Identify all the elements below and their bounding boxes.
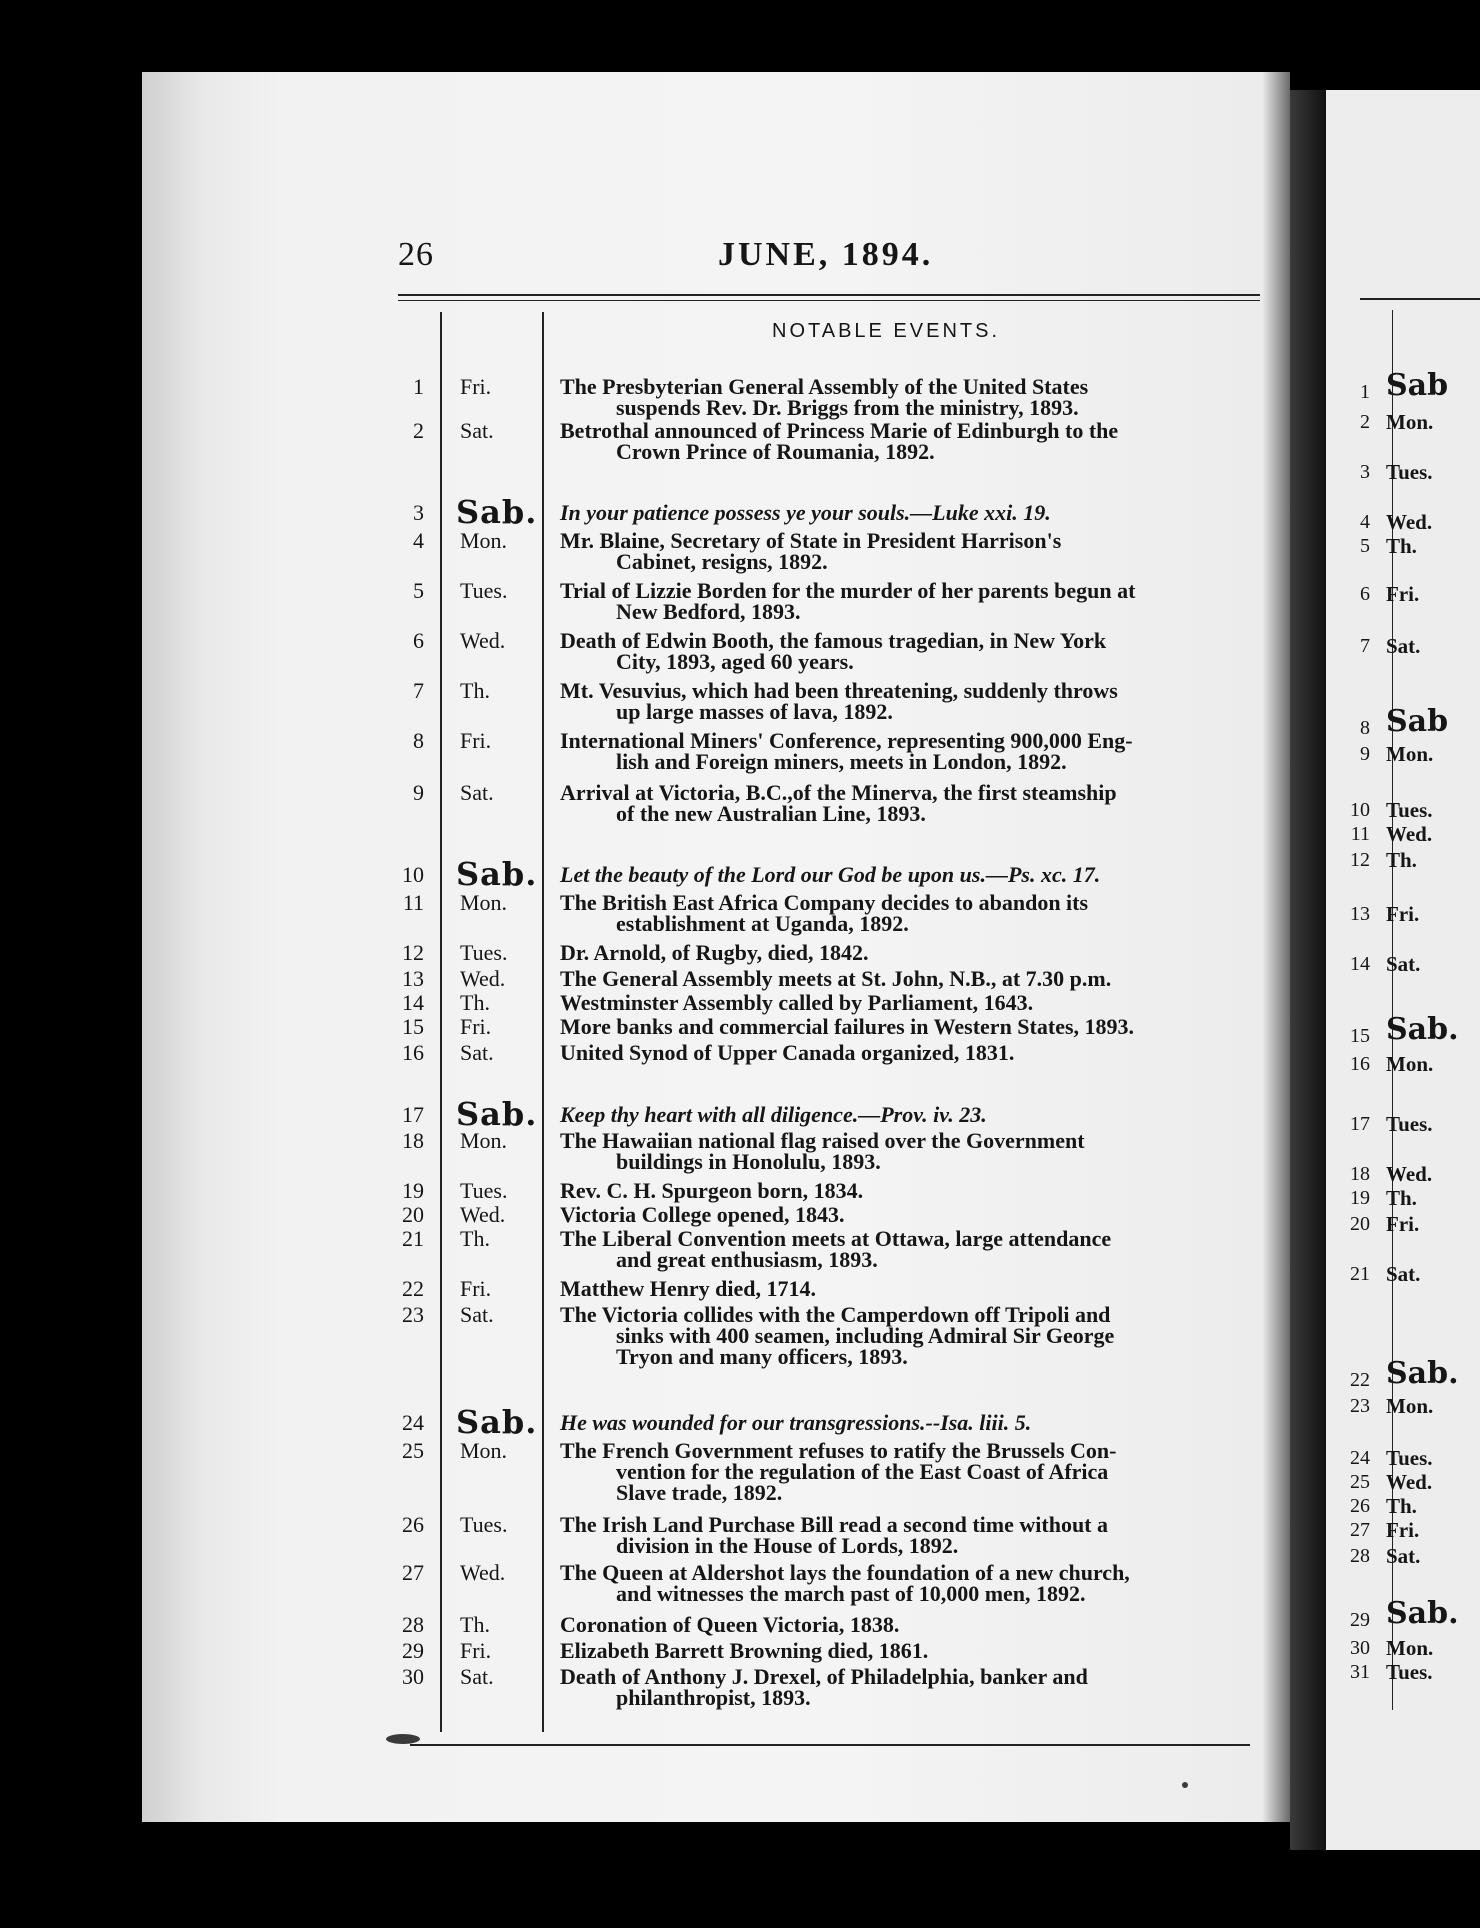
facing-weekday-label: Th. bbox=[1386, 1494, 1417, 1518]
scripture-text bbox=[560, 502, 1260, 523]
weekday-label: Sab. bbox=[456, 493, 538, 531]
event-description bbox=[560, 782, 1260, 824]
event-description bbox=[560, 1640, 1260, 1661]
event-line: division in the House of Lords, 1892. bbox=[616, 1533, 959, 1558]
event-description bbox=[560, 1204, 1260, 1225]
day-number: 10 bbox=[402, 862, 424, 887]
day-number: 7 bbox=[413, 678, 424, 703]
scripture-text bbox=[560, 864, 1260, 885]
facing-day-number: 27 bbox=[1350, 1519, 1370, 1541]
event-line: Keep thy heart with all diligence.—Prov. iv. 23. bbox=[560, 1102, 987, 1127]
event-line: vention for the regulation of the East Coast of Africa bbox=[616, 1459, 1109, 1484]
day-number: 27 bbox=[402, 1560, 424, 1585]
section-title: NOTABLE EVENTS. bbox=[772, 320, 1001, 342]
weekday-label: Fri. bbox=[460, 1014, 492, 1039]
event-line: buildings in Honolulu, 1893. bbox=[616, 1149, 881, 1174]
event-line: Mr. Blaine, Secretary of State in President Harrison's bbox=[560, 528, 1062, 553]
page-header bbox=[398, 236, 1218, 284]
day-number: 15 bbox=[402, 1014, 424, 1039]
day-number: 20 bbox=[402, 1202, 424, 1227]
weekday-label: Th. bbox=[460, 1612, 490, 1637]
day-number: 23 bbox=[402, 1302, 424, 1327]
facing-day-number: 22 bbox=[1350, 1369, 1370, 1391]
day-number: 26 bbox=[402, 1512, 424, 1537]
event-line: United Synod of Upper Canada organized, 1831. bbox=[560, 1040, 1015, 1065]
day-number: 1 bbox=[413, 374, 424, 399]
facing-weekday-label: Fri. bbox=[1386, 1212, 1420, 1236]
event-line: philanthropist, 1893. bbox=[616, 1685, 811, 1710]
facing-weekday-label: Th. bbox=[1386, 534, 1417, 558]
event-description bbox=[560, 1666, 1260, 1708]
event-description bbox=[560, 1440, 1260, 1503]
facing-day-number: 8 bbox=[1360, 717, 1370, 739]
event-description bbox=[560, 968, 1260, 989]
facing-day-number: 29 bbox=[1350, 1609, 1370, 1631]
weekday-label: Mon. bbox=[460, 528, 508, 553]
event-line: establishment at Uganda, 1892. bbox=[616, 911, 909, 936]
day-number: 29 bbox=[402, 1638, 424, 1663]
event-description bbox=[560, 580, 1260, 622]
event-line: The Irish Land Purchase Bill read a second time without a bbox=[560, 1512, 1109, 1537]
facing-day-number: 3 bbox=[1360, 461, 1370, 483]
event-line: The Presbyterian General Assembly of the United States bbox=[560, 374, 1089, 399]
facing-weekday-label: Sab. bbox=[1386, 1012, 1459, 1047]
facing-day-number: 10 bbox=[1350, 799, 1370, 821]
weekday-label: Fri. bbox=[460, 1638, 492, 1663]
facing-weekday-label: Sat. bbox=[1386, 634, 1421, 658]
event-line: He was wounded for our transgressions.--Isa. liii. 5. bbox=[560, 1410, 1032, 1435]
facing-weekday-label: Sat. bbox=[1386, 952, 1421, 976]
event-description bbox=[560, 942, 1260, 963]
event-line: More banks and commercial failures in Western States, 1893. bbox=[560, 1014, 1135, 1039]
weekday-label: Fri. bbox=[460, 728, 492, 753]
event-line: Let the beauty of the Lord our God be upon us.—Ps. xc. 17. bbox=[560, 862, 1101, 887]
event-line: City, 1893, aged 60 years. bbox=[616, 649, 854, 674]
facing-day-number: 31 bbox=[1350, 1661, 1370, 1683]
weekday-label: Sat. bbox=[460, 1040, 494, 1065]
facing-day-number: 5 bbox=[1360, 535, 1370, 557]
weekday-column-divider bbox=[542, 312, 544, 1732]
event-description bbox=[560, 680, 1260, 722]
facing-weekday-label: Mon. bbox=[1386, 1052, 1434, 1076]
facing-day-number: 19 bbox=[1350, 1187, 1370, 1209]
event-description bbox=[560, 892, 1260, 934]
facing-day-number: 20 bbox=[1350, 1213, 1370, 1235]
weekday-label: Wed. bbox=[460, 1202, 506, 1227]
event-description bbox=[560, 1514, 1260, 1556]
day-number: 14 bbox=[402, 990, 424, 1015]
event-description bbox=[560, 992, 1260, 1013]
weekday-label: Tues. bbox=[460, 1512, 508, 1537]
event-line: Westminster Assembly called by Parliament, 1643. bbox=[560, 990, 1034, 1015]
facing-day-number: 13 bbox=[1350, 903, 1370, 925]
day-number: 11 bbox=[402, 890, 424, 915]
weekday-label: Sab. bbox=[456, 1403, 538, 1441]
weekday-label: Sat. bbox=[460, 1664, 494, 1689]
event-line: Cabinet, resigns, 1892. bbox=[616, 549, 828, 574]
event-description bbox=[560, 1228, 1260, 1270]
day-number: 9 bbox=[413, 780, 424, 805]
header-rule-bottom bbox=[398, 300, 1260, 301]
day-number: 19 bbox=[402, 1178, 424, 1203]
event-line: Slave trade, 1892. bbox=[616, 1480, 783, 1505]
event-line: In your patience possess ye your souls.—Luke xxi. 19. bbox=[560, 500, 1051, 525]
event-line: Betrothal announced of Princess Marie of Edinburgh to the bbox=[560, 418, 1119, 443]
facing-weekday-label: Sab. bbox=[1386, 1356, 1459, 1391]
event-line: The French Government refuses to ratify the Brussels Con- bbox=[560, 1438, 1117, 1463]
facing-day-number: 26 bbox=[1350, 1495, 1370, 1517]
weekday-label: Th. bbox=[460, 990, 490, 1015]
facing-weekday-label: Wed. bbox=[1386, 822, 1433, 846]
ink-smudge bbox=[386, 1734, 420, 1744]
header-rule-top bbox=[398, 294, 1260, 296]
facing-weekday-label: Sat. bbox=[1386, 1544, 1421, 1568]
facing-day-number: 18 bbox=[1350, 1163, 1370, 1185]
event-line: up large masses of lava, 1892. bbox=[616, 699, 893, 724]
event-line: Death of Anthony J. Drexel, of Philadelphia, banker and bbox=[560, 1664, 1088, 1689]
event-line: Victoria College opened, 1843. bbox=[560, 1202, 845, 1227]
event-line: Trial of Lizzie Borden for the murder of her parents begun at bbox=[560, 578, 1136, 603]
event-line: International Miners' Conference, representing 900,000 Eng- bbox=[560, 728, 1133, 753]
weekday-label: Tues. bbox=[460, 578, 508, 603]
footer-rule bbox=[410, 1744, 1250, 1746]
event-line: Elizabeth Barrett Browning died, 1861. bbox=[560, 1638, 929, 1663]
weekday-label: Th. bbox=[460, 678, 490, 703]
event-description bbox=[560, 1042, 1260, 1063]
day-column-divider bbox=[440, 312, 442, 1732]
day-number: 18 bbox=[402, 1128, 424, 1153]
facing-weekday-label: Fri. bbox=[1386, 1518, 1420, 1542]
event-description bbox=[560, 1130, 1260, 1172]
event-line: and great enthusiasm, 1893. bbox=[616, 1247, 878, 1272]
page-number: 26 bbox=[398, 236, 434, 273]
facing-day-number: 12 bbox=[1350, 849, 1370, 871]
event-description bbox=[560, 1278, 1260, 1299]
facing-day-number: 9 bbox=[1360, 743, 1370, 765]
event-description bbox=[560, 1614, 1260, 1635]
event-line: Arrival at Victoria, B.C.,of the Minerva, the first steamship bbox=[560, 780, 1117, 805]
ink-dot bbox=[1182, 1782, 1188, 1788]
facing-weekday-label: Th. bbox=[1386, 848, 1417, 872]
facing-weekday-label: Mon. bbox=[1386, 742, 1434, 766]
event-line: Tryon and many officers, 1893. bbox=[616, 1344, 908, 1369]
weekday-label: Wed. bbox=[460, 1560, 506, 1585]
facing-day-number: 23 bbox=[1350, 1395, 1370, 1417]
day-number: 21 bbox=[402, 1226, 424, 1251]
scripture-text bbox=[560, 1104, 1260, 1125]
facing-weekday-label: Sab. bbox=[1386, 1596, 1459, 1631]
facing-weekday-label: Tues. bbox=[1386, 1112, 1433, 1136]
event-line: Dr. Arnold, of Rugby, died, 1842. bbox=[560, 940, 869, 965]
facing-day-number: 28 bbox=[1350, 1545, 1370, 1567]
day-number: 30 bbox=[402, 1664, 424, 1689]
weekday-label: Mon. bbox=[460, 890, 508, 915]
day-number: 4 bbox=[413, 528, 424, 553]
facing-day-number: 30 bbox=[1350, 1637, 1370, 1659]
facing-weekday-label: Wed. bbox=[1386, 510, 1433, 534]
facing-weekday-label: Tues. bbox=[1386, 798, 1433, 822]
weekday-label: Sat. bbox=[460, 418, 494, 443]
facing-weekday-label: Th. bbox=[1386, 1186, 1417, 1210]
facing-day-number: 14 bbox=[1350, 953, 1370, 975]
event-description bbox=[560, 376, 1260, 418]
facing-weekday-label: Mon. bbox=[1386, 410, 1434, 434]
facing-weekday-label: Sab bbox=[1386, 368, 1449, 403]
event-line: New Bedford, 1893. bbox=[616, 599, 801, 624]
weekday-label: Sat. bbox=[460, 780, 494, 805]
weekday-label: Wed. bbox=[460, 628, 506, 653]
facing-day-number: 16 bbox=[1350, 1053, 1370, 1075]
event-description bbox=[560, 420, 1260, 462]
event-line: sinks with 400 seamen, including Admiral Sir George bbox=[616, 1323, 1115, 1348]
event-line: Mt. Vesuvius, which had been threatening, suddenly throws bbox=[560, 678, 1118, 703]
event-line: The Liberal Convention meets at Ottawa, large attendance bbox=[560, 1226, 1112, 1251]
event-line: of the new Australian Line, 1893. bbox=[616, 801, 926, 826]
event-line: The Queen at Aldershot lays the foundation of a new church, bbox=[560, 1560, 1130, 1585]
scripture-text bbox=[560, 1412, 1260, 1433]
event-line: Coronation of Queen Victoria, 1838. bbox=[560, 1612, 900, 1637]
day-number: 24 bbox=[402, 1410, 424, 1435]
facing-day-number: 1 bbox=[1360, 381, 1370, 403]
facing-weekday-label: Fri. bbox=[1386, 902, 1420, 926]
weekday-label: Sat. bbox=[460, 1302, 494, 1327]
day-number: 28 bbox=[402, 1612, 424, 1637]
facing-day-number: 4 bbox=[1360, 511, 1370, 533]
event-line: Matthew Henry died, 1714. bbox=[560, 1276, 817, 1301]
event-description bbox=[560, 1562, 1260, 1604]
weekday-label: Mon. bbox=[460, 1128, 508, 1153]
page-title: JUNE, 1894. bbox=[718, 236, 934, 273]
event-line: The Victoria collides with the Camperdown off Tripoli and bbox=[560, 1302, 1111, 1327]
facing-weekday-label: Mon. bbox=[1386, 1394, 1434, 1418]
event-line: lish and Foreign miners, meets in London, 1892. bbox=[616, 749, 1067, 774]
event-description bbox=[560, 1016, 1260, 1037]
event-line: Rev. C. H. Spurgeon born, 1834. bbox=[560, 1178, 864, 1203]
facing-weekday-label: Tues. bbox=[1386, 1446, 1433, 1470]
day-number: 2 bbox=[413, 418, 424, 443]
day-number: 12 bbox=[402, 940, 424, 965]
facing-weekday-label: Wed. bbox=[1386, 1162, 1433, 1186]
facing-day-number: 2 bbox=[1360, 411, 1370, 433]
weekday-label: Sab. bbox=[456, 1095, 538, 1133]
facing-day-number: 7 bbox=[1360, 635, 1370, 657]
weekday-label: Fri. bbox=[460, 374, 492, 399]
facing-day-number: 15 bbox=[1350, 1025, 1370, 1047]
facing-day-number: 17 bbox=[1350, 1113, 1370, 1135]
event-description bbox=[560, 730, 1260, 772]
facing-weekday-label: Tues. bbox=[1386, 460, 1433, 484]
day-number: 5 bbox=[413, 578, 424, 603]
facing-weekday-label: Mon. bbox=[1386, 1636, 1434, 1660]
event-line: The Hawaiian national flag raised over the Government bbox=[560, 1128, 1085, 1153]
weekday-label: Th. bbox=[460, 1226, 490, 1251]
event-line: The British East Africa Company decides to abandon its bbox=[560, 890, 1089, 915]
facing-day-number: 11 bbox=[1350, 823, 1370, 845]
event-line: The General Assembly meets at St. John, N.B., at 7.30 p.m. bbox=[560, 966, 1112, 991]
day-number: 25 bbox=[402, 1438, 424, 1463]
facing-day-number: 24 bbox=[1350, 1447, 1370, 1469]
event-line: and witnesses the march past of 10,000 men, 1892. bbox=[616, 1581, 1086, 1606]
facing-weekday-label: Fri. bbox=[1386, 582, 1420, 606]
weekday-label: Fri. bbox=[460, 1276, 492, 1301]
weekday-label: Mon. bbox=[460, 1438, 508, 1463]
day-number: 3 bbox=[413, 500, 424, 525]
event-line: suspends Rev. Dr. Briggs from the ministry, 1893. bbox=[616, 395, 1079, 420]
day-number: 13 bbox=[402, 966, 424, 991]
day-number: 22 bbox=[402, 1276, 424, 1301]
book-gutter bbox=[1290, 90, 1326, 1850]
facing-header-rule bbox=[1360, 298, 1480, 300]
weekday-label: Wed. bbox=[460, 966, 506, 991]
facing-weekday-label: Sat. bbox=[1386, 1262, 1421, 1286]
facing-weekday-label: Wed. bbox=[1386, 1470, 1433, 1494]
facing-day-number: 6 bbox=[1360, 583, 1370, 605]
day-number: 17 bbox=[402, 1102, 424, 1127]
day-number: 16 bbox=[402, 1040, 424, 1065]
day-number: 8 bbox=[413, 728, 424, 753]
weekday-label: Sab. bbox=[456, 855, 538, 893]
facing-weekday-label: Sab bbox=[1386, 704, 1449, 739]
event-line: Death of Edwin Booth, the famous tragedian, in New York bbox=[560, 628, 1107, 653]
event-description bbox=[560, 1180, 1260, 1201]
weekday-label: Tues. bbox=[460, 1178, 508, 1203]
event-description bbox=[560, 1304, 1260, 1367]
event-description bbox=[560, 630, 1260, 672]
facing-day-number: 21 bbox=[1350, 1263, 1370, 1285]
weekday-label: Tues. bbox=[460, 940, 508, 965]
facing-weekday-label: Tues. bbox=[1386, 1660, 1433, 1684]
event-description bbox=[560, 530, 1260, 572]
event-line: Crown Prince of Roumania, 1892. bbox=[616, 439, 935, 464]
facing-day-number: 25 bbox=[1350, 1471, 1370, 1493]
day-number: 6 bbox=[413, 628, 424, 653]
